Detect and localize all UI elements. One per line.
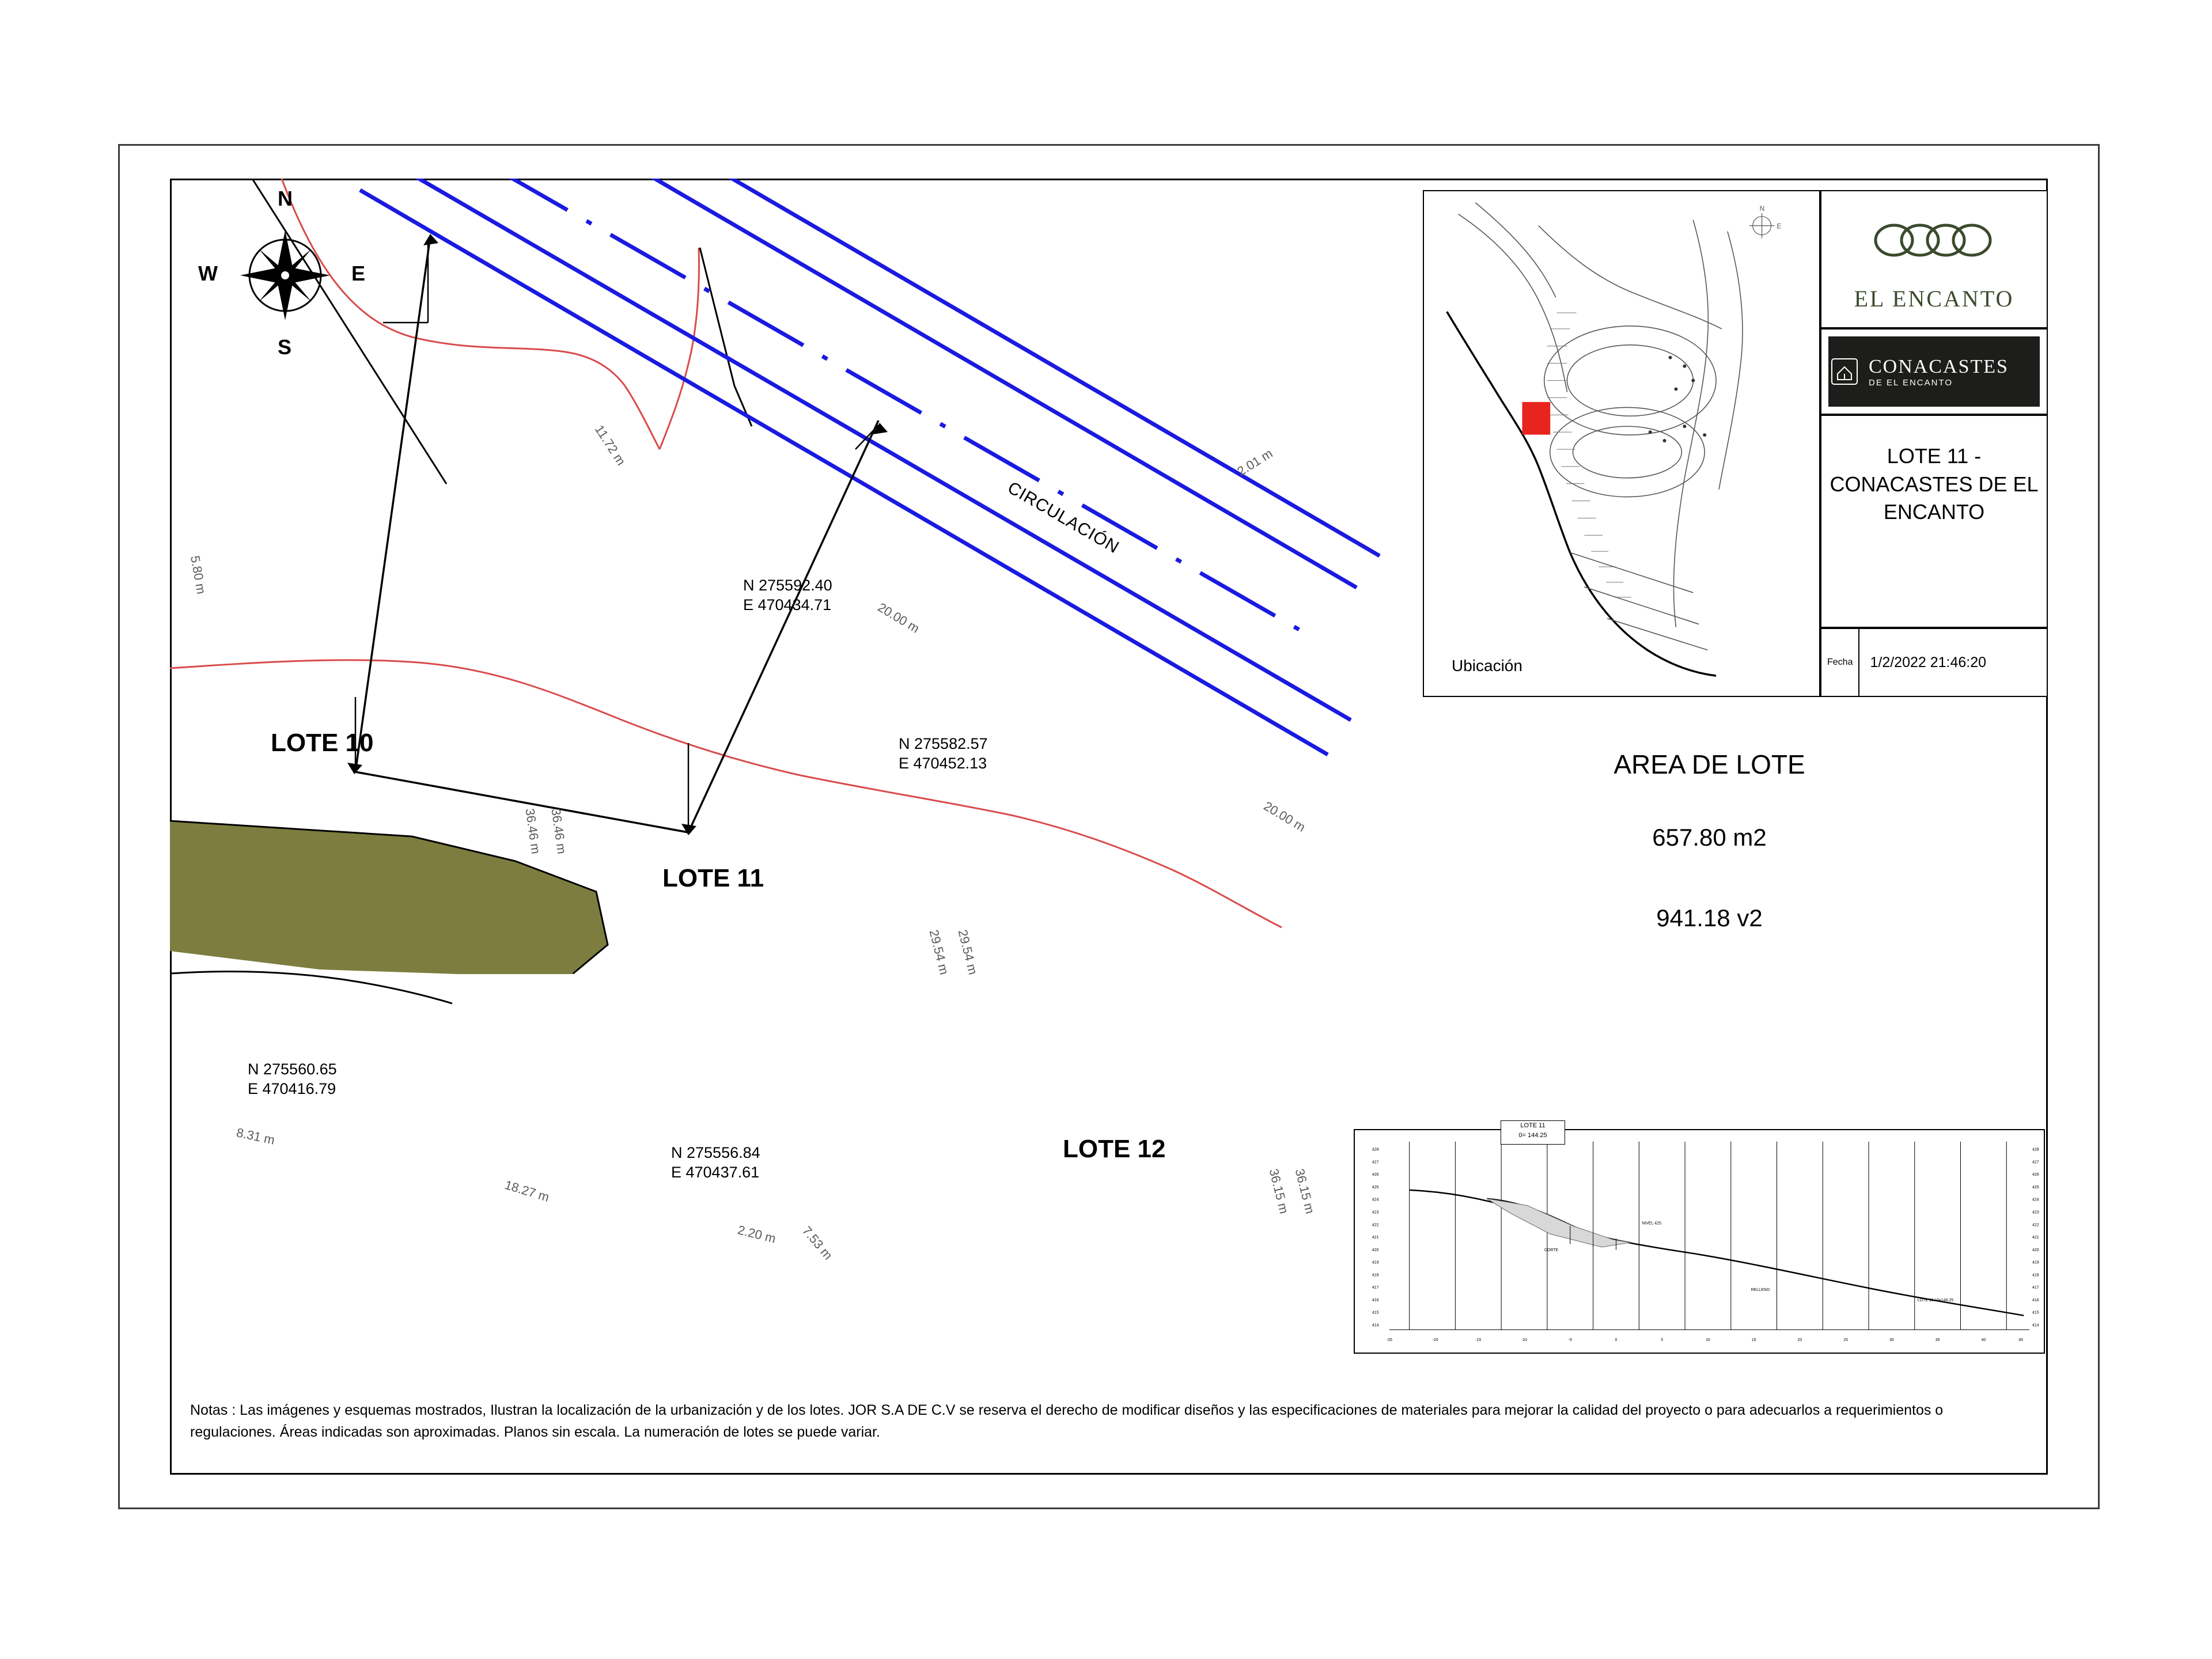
svg-text:422: 422	[2032, 1223, 2039, 1228]
coordinate-north: N 275556.84	[671, 1144, 760, 1161]
svg-text:5: 5	[1661, 1338, 1664, 1343]
svg-text:428: 428	[2032, 1147, 2039, 1152]
dimension-label-12: 8.31 m	[235, 1125, 276, 1147]
conacastes-text	[1869, 356, 2009, 388]
date-value: 1/2/2022 21:46:20	[1870, 654, 1987, 671]
area-title: AREA DE LOTE	[1613, 749, 1805, 779]
compass-east-label: E	[351, 262, 366, 285]
area-value-v2: 941.18 v2	[1656, 904, 1763, 931]
street-lines	[360, 179, 1380, 755]
dimension-label-9: 36.15 m	[1266, 1167, 1291, 1215]
svg-text:425: 425	[1372, 1185, 1379, 1190]
svg-text:417: 417	[2032, 1286, 2039, 1290]
svg-text:420: 420	[1372, 1248, 1379, 1252]
svg-text:-10: -10	[1521, 1338, 1528, 1343]
knot-logo-icon	[1865, 214, 2003, 269]
svg-text:0: 0	[1615, 1338, 1618, 1343]
coordinate-label-1	[743, 576, 832, 615]
leader-arrowheads	[347, 234, 888, 835]
svg-text:-15: -15	[1475, 1338, 1482, 1343]
coordinate-leaders	[355, 241, 878, 828]
brand-name-label: EL ENCANTO	[1854, 286, 2014, 312]
terrain-profile-chart	[1354, 1129, 2045, 1354]
dimension-label-13: 18.27 m	[503, 1177, 551, 1205]
street-centerline	[493, 179, 1316, 639]
svg-text:40: 40	[1981, 1338, 1986, 1343]
house-icon	[1828, 355, 1861, 388]
svg-text:RELLENO: RELLENO	[1751, 1288, 1770, 1293]
svg-text:418: 418	[2032, 1273, 2039, 1278]
svg-text:427: 427	[1372, 1160, 1379, 1165]
svg-text:414: 414	[1372, 1323, 1379, 1328]
lot-label-11: LOTE 11	[662, 864, 764, 892]
profile-tag	[1501, 1120, 1565, 1145]
svg-text:-20: -20	[1432, 1338, 1438, 1343]
svg-text:E: E	[1777, 222, 1782, 230]
svg-text:416: 416	[1372, 1298, 1379, 1302]
svg-text:420: 420	[2032, 1248, 2039, 1252]
dimension-label-4: 2.01 m	[1234, 446, 1275, 479]
coordinate-east: E 470452.13	[899, 754, 987, 772]
svg-text:424: 424	[2032, 1198, 2039, 1202]
svg-text:414: 414	[2032, 1323, 2039, 1328]
svg-text:426: 426	[1372, 1173, 1379, 1177]
svg-text:416: 416	[2032, 1298, 2039, 1302]
notes-text: Notas : Las imágenes y esquemas mostrados, Ilustran la localización de la urbanización y de los lotes. JOR S.A DE C.V se reserva el derecho de modificar diseños y las especificaciones de materiales para mejorar la calidad del proyecto o para adecuarlos a requerimientos o regulaciones. Áreas indicadas son aproximadas. Planos sin escala. La numeración de lotes se puede variar.	[190, 1402, 1944, 1440]
svg-text:418: 418	[1372, 1273, 1379, 1278]
svg-text:30: 30	[1889, 1338, 1894, 1343]
coordinate-north: N 275560.65	[248, 1060, 337, 1078]
dimension-label-10: 36.15 m	[1292, 1167, 1317, 1215]
svg-text:426: 426	[2032, 1173, 2039, 1177]
svg-text:-5: -5	[1568, 1338, 1572, 1343]
svg-text:423: 423	[2032, 1210, 2039, 1215]
lot11-boundary	[355, 236, 878, 832]
lot-name-label: LOTE 11 - CONACASTES DE EL ENCANTO	[1830, 444, 2039, 524]
lot-label-12: LOTE 12	[1063, 1135, 1166, 1163]
svg-text:10: 10	[1706, 1338, 1710, 1343]
dimension-label-15: 7.53 m	[799, 1223, 836, 1263]
svg-text:424: 424	[1372, 1198, 1379, 1202]
svg-text:35: 35	[1935, 1338, 1940, 1343]
profile-tag-line2: 0= 144.25	[1518, 1131, 1547, 1139]
dimension-label-7: 29.54 m	[926, 928, 952, 976]
coordinate-label-2	[899, 734, 988, 774]
svg-text:421: 421	[2032, 1236, 2039, 1240]
svg-text:423: 423	[1372, 1210, 1379, 1215]
svg-text:419: 419	[1372, 1260, 1379, 1265]
svg-text:CORTE: CORTE	[1544, 1248, 1559, 1252]
coordinate-east: E 470434.71	[743, 596, 832, 613]
compass-south-label: S	[278, 335, 292, 359]
coordinate-label-4	[671, 1143, 760, 1183]
svg-text:25: 25	[1843, 1338, 1849, 1343]
coordinate-north: N 275582.57	[899, 735, 988, 752]
location-map-box	[1423, 190, 1820, 697]
date-box	[1820, 628, 2048, 697]
compass-rose	[190, 187, 380, 359]
svg-text:422: 422	[1372, 1223, 1379, 1228]
svg-text:419: 419	[2032, 1260, 2039, 1265]
coordinate-east: E 470416.79	[248, 1080, 336, 1097]
svg-text:427: 427	[2032, 1160, 2039, 1165]
lot-name-box	[1820, 415, 2048, 628]
conacastes-logo-box	[1820, 328, 2048, 415]
street-label-circulacion: CIRCULACIÓN	[1004, 478, 1123, 558]
date-label: Fecha	[1821, 629, 1859, 696]
svg-text:428: 428	[1372, 1147, 1379, 1152]
coordinate-north: N 275592.40	[743, 577, 832, 594]
lot-label-10: LOTE 10	[271, 729, 374, 757]
dimension-label-6: 36.46 m	[548, 807, 570, 855]
brand-logo-box	[1820, 190, 2048, 328]
dimension-label-3: 20.00 m	[1261, 798, 1308, 835]
conacastes-logo-inner	[1828, 336, 2040, 407]
profile-tag-line1: LOTE 11	[1520, 1122, 1546, 1129]
dimension-label-5: 36.46 m	[522, 807, 544, 855]
coordinate-east: E 470437.61	[671, 1163, 760, 1181]
dimension-label-2: 20.00 m	[875, 600, 922, 636]
svg-text:417: 417	[1372, 1286, 1379, 1290]
svg-text:-25: -25	[1386, 1338, 1392, 1343]
dimension-label-11: 5.80 m	[187, 554, 209, 596]
compass-west-label: W	[198, 262, 218, 285]
svg-text:15: 15	[1751, 1338, 1756, 1343]
compass-north-label: N	[278, 187, 293, 210]
svg-text:415: 415	[2032, 1310, 2039, 1315]
dimension-label-14: 2.20 m	[736, 1222, 778, 1246]
svg-text:421: 421	[1372, 1236, 1379, 1240]
svg-text:45: 45	[2018, 1338, 2024, 1343]
coordinate-label-3	[248, 1060, 337, 1099]
svg-text:LOTE 11 / 0=144.25: LOTE 11 / 0=144.25	[1917, 1298, 1954, 1302]
svg-text:425: 425	[2032, 1185, 2039, 1190]
dimension-label-8: 29.54 m	[955, 928, 980, 976]
svg-text:415: 415	[1372, 1310, 1379, 1315]
area-value-m2: 657.80 m2	[1652, 824, 1767, 851]
dimension-label-1: 11.72 m	[592, 422, 629, 468]
svg-text:N: N	[1759, 204, 1765, 213]
conacastes-title: CONACASTES	[1869, 355, 2009, 377]
svg-text:NIVEL 425.: NIVEL 425.	[1642, 1221, 1662, 1226]
svg-text:20: 20	[1797, 1338, 1802, 1343]
location-map-caption: Ubicación	[1452, 657, 1522, 675]
conacastes-subtitle: DE EL ENCANTO	[1869, 377, 1953, 388]
